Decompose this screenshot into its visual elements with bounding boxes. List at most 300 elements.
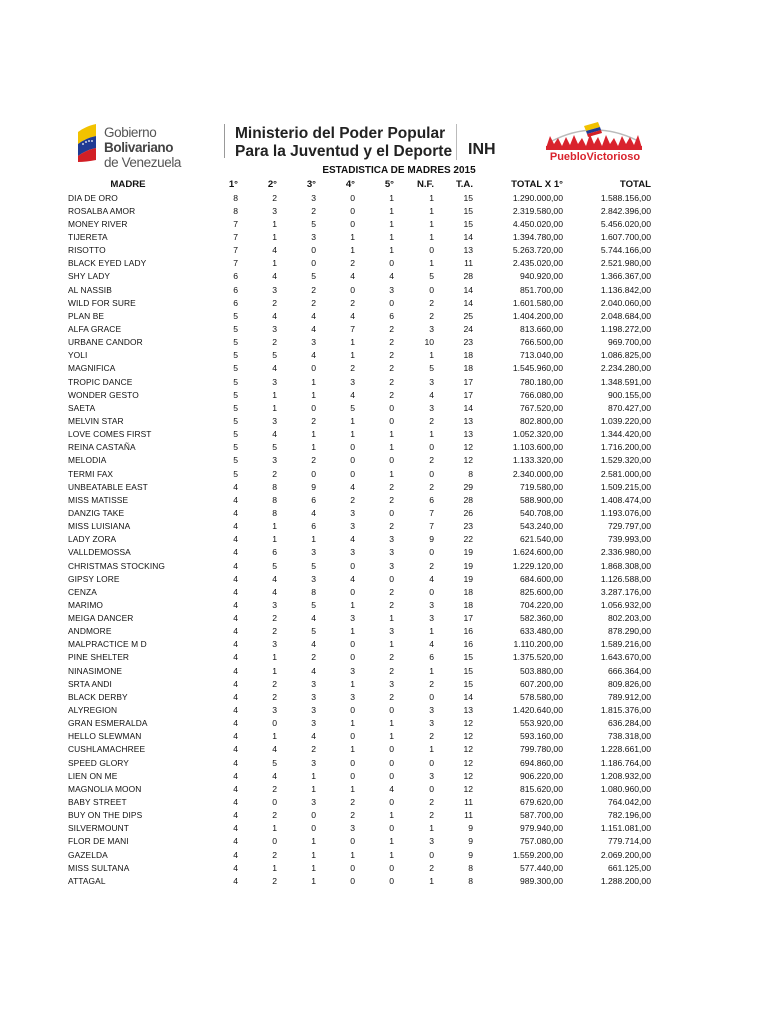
cell-total: 739.993,00 — [607, 534, 651, 545]
cell-first: 4 — [233, 652, 238, 663]
cell-ta: 22 — [463, 534, 473, 545]
cell-ta: 15 — [463, 678, 473, 689]
cell-madre: ALYREGION — [68, 705, 118, 716]
table-row — [68, 230, 651, 243]
cell-second: 1 — [272, 731, 277, 742]
cell-third: 5 — [311, 218, 316, 229]
cell-fifth: 2 — [389, 389, 394, 400]
table-row — [68, 322, 651, 335]
cell-first: 4 — [233, 797, 238, 808]
cell-fifth: 2 — [389, 481, 394, 492]
cell-total-x-first: 1.133.320,00 — [512, 455, 563, 466]
cell-fourth: 0 — [350, 770, 355, 781]
cell-madre: BLACK EYED LADY — [68, 258, 147, 269]
cell-fourth: 1 — [350, 599, 355, 610]
cell-madre: DANZIG TAKE — [68, 507, 125, 518]
cell-total: 2.040.060,00 — [600, 297, 651, 308]
cell-total: 2.069.200,00 — [600, 849, 651, 860]
cell-nf: 2 — [429, 810, 434, 821]
cell-fourth: 0 — [350, 205, 355, 216]
cell-first: 4 — [233, 573, 238, 584]
cell-total-x-first: 593.160,00 — [519, 731, 563, 742]
cell-second: 0 — [272, 797, 277, 808]
cell-first: 4 — [233, 639, 238, 650]
table-body — [68, 191, 651, 887]
cell-total-x-first: 5.263.720,00 — [512, 245, 563, 256]
cell-total: 802.203,00 — [607, 613, 651, 624]
cell-madre: RISOTTO — [68, 245, 106, 256]
table-row — [68, 848, 651, 861]
cell-total: 779.714,00 — [607, 836, 651, 847]
cell-third: 0 — [311, 258, 316, 269]
gov-logo-text-line2: de Venezuela — [104, 155, 182, 170]
cell-total: 782.196,00 — [607, 810, 651, 821]
cell-total-x-first: 2.435.020,00 — [512, 258, 563, 269]
cell-ta: 14 — [463, 284, 473, 295]
cell-total-x-first: 780.180,00 — [519, 376, 563, 387]
cell-first: 5 — [233, 323, 238, 334]
cell-fifth: 0 — [389, 770, 394, 781]
cell-ta: 18 — [463, 350, 473, 361]
table-row — [68, 638, 651, 651]
cell-first: 5 — [233, 363, 238, 374]
table-row — [68, 835, 651, 848]
cell-madre: MARIMO — [68, 599, 104, 610]
cell-fourth: 3 — [350, 613, 355, 624]
table-row — [68, 533, 651, 546]
cell-madre: MALPRACTICE M D — [68, 639, 147, 650]
cell-total: 1.126.588,00 — [600, 573, 651, 584]
gobierno-bolivariano-logo — [74, 120, 224, 170]
cell-total: 1.186.764,00 — [600, 757, 651, 768]
cell-ta: 9 — [468, 849, 473, 860]
cell-fourth: 5 — [350, 402, 355, 413]
cell-total: 870.427,00 — [607, 402, 651, 413]
table-row — [68, 257, 651, 270]
cell-nf: 0 — [429, 442, 434, 453]
cell-madre: MAGNIFICA — [68, 363, 116, 374]
cell-total-x-first: 553.920,00 — [519, 718, 563, 729]
cell-first: 5 — [233, 455, 238, 466]
cell-total-x-first: 1.420.640,00 — [512, 705, 563, 716]
table-row — [68, 336, 651, 349]
gov-logo-text-bold: Bolivariano — [104, 140, 174, 155]
table-row — [68, 598, 651, 611]
cell-second: 3 — [272, 323, 277, 334]
cell-ta: 13 — [463, 415, 473, 426]
cell-nf: 0 — [429, 468, 434, 479]
cell-third: 1 — [311, 389, 316, 400]
cell-total-x-first: 1.404.200,00 — [512, 310, 563, 321]
cell-ta: 18 — [463, 599, 473, 610]
cell-total: 878.290,00 — [607, 626, 651, 637]
cell-second: 2 — [272, 468, 277, 479]
cell-third: 6 — [311, 494, 316, 505]
cell-second: 3 — [272, 705, 277, 716]
cell-third: 2 — [311, 284, 316, 295]
cell-ta: 17 — [463, 613, 473, 624]
cell-third: 1 — [311, 770, 316, 781]
cell-second: 0 — [272, 836, 277, 847]
cell-first: 4 — [233, 862, 238, 873]
table-row — [68, 520, 651, 533]
cell-total: 1.151.081,00 — [600, 823, 651, 834]
cell-first: 4 — [233, 783, 238, 794]
cell-third: 2 — [311, 415, 316, 426]
cell-madre: MONEY RIVER — [68, 218, 128, 229]
cell-second: 5 — [272, 560, 277, 571]
cell-ta: 17 — [463, 389, 473, 400]
table-row — [68, 743, 651, 756]
cell-fourth: 2 — [350, 810, 355, 821]
cell-fourth: 3 — [350, 507, 355, 518]
cell-fifth: 0 — [389, 455, 394, 466]
cell-fourth: 4 — [350, 573, 355, 584]
document-header — [68, 116, 708, 170]
cell-ta: 12 — [463, 770, 473, 781]
cell-fifth: 0 — [389, 573, 394, 584]
cell-third: 5 — [311, 560, 316, 571]
cell-total-x-first: 1.394.780,00 — [512, 231, 563, 242]
cell-nf: 3 — [429, 705, 434, 716]
cell-second: 2 — [272, 192, 277, 203]
cell-nf: 2 — [429, 297, 434, 308]
cell-nf: 0 — [429, 757, 434, 768]
cell-first: 4 — [233, 547, 238, 558]
cell-first: 5 — [233, 429, 238, 440]
pueblo-victorioso-text: PuebloVictorioso — [549, 151, 641, 163]
cell-total-x-first: 906.220,00 — [519, 770, 563, 781]
cell-ta: 12 — [463, 783, 473, 794]
cell-third: 4 — [311, 323, 316, 334]
cell-total-x-first: 989.300,00 — [519, 875, 563, 886]
pueblo-victorioso-logo — [536, 120, 654, 164]
cell-second: 5 — [272, 350, 277, 361]
cell-second: 3 — [272, 205, 277, 216]
cell-first: 5 — [233, 337, 238, 348]
cell-ta: 12 — [463, 744, 473, 755]
cell-madre: LADY ZORA — [68, 534, 117, 545]
cell-fourth: 3 — [350, 521, 355, 532]
cell-second: 8 — [272, 494, 277, 505]
cell-first: 4 — [233, 586, 238, 597]
cell-third: 0 — [311, 810, 316, 821]
table-row — [68, 388, 651, 401]
cell-first: 5 — [233, 415, 238, 426]
cell-first: 4 — [233, 691, 238, 702]
table-row — [68, 480, 651, 493]
cell-fourth: 2 — [350, 297, 355, 308]
cell-ta: 15 — [463, 205, 473, 216]
cell-total: 1.198.272,00 — [600, 323, 651, 334]
cell-ta: 12 — [463, 731, 473, 742]
cell-total-x-first: 4.450.020,00 — [512, 218, 563, 229]
cell-ta: 15 — [463, 652, 473, 663]
cell-first: 4 — [233, 521, 238, 532]
cell-fourth: 4 — [350, 310, 355, 321]
cell-fourth: 0 — [350, 875, 355, 886]
cell-total-x-first: 540.708,00 — [519, 507, 563, 518]
table-row — [68, 559, 651, 572]
cell-fourth: 1 — [350, 744, 355, 755]
table-row — [68, 375, 651, 388]
cell-second: 4 — [272, 271, 277, 282]
cell-fifth: 0 — [389, 402, 394, 413]
cell-first: 4 — [233, 731, 238, 742]
cell-fourth: 1 — [350, 415, 355, 426]
cell-ta: 19 — [463, 573, 473, 584]
cell-fourth: 0 — [350, 560, 355, 571]
cell-total-x-first: 679.620,00 — [519, 797, 563, 808]
cell-second: 1 — [272, 862, 277, 873]
cell-ta: 11 — [464, 810, 473, 821]
cell-fourth: 1 — [350, 849, 355, 860]
cell-fourth: 4 — [350, 271, 355, 282]
cell-third: 2 — [311, 744, 316, 755]
cell-fourth: 1 — [350, 429, 355, 440]
cell-total-x-first: 1.052.320,00 — [512, 429, 563, 440]
cell-madre: WONDER GESTO — [68, 389, 139, 400]
cell-fifth: 0 — [389, 757, 394, 768]
cell-total-x-first: 1.103.600,00 — [512, 442, 563, 453]
cell-nf: 4 — [429, 389, 434, 400]
cell-madre: ANDMORE — [68, 626, 112, 637]
cell-total-x-first: 704.220,00 — [519, 599, 563, 610]
cell-fifth: 1 — [389, 429, 394, 440]
cell-third: 5 — [311, 271, 316, 282]
cell-fifth: 2 — [389, 350, 394, 361]
cell-ta: 12 — [463, 718, 473, 729]
column-header-second: 2° — [267, 178, 277, 190]
cell-fourth: 1 — [350, 245, 355, 256]
cell-total: 1.344.420,00 — [600, 429, 651, 440]
cell-third: 5 — [311, 626, 316, 637]
cell-fifth: 2 — [389, 586, 394, 597]
cell-first: 4 — [233, 705, 238, 716]
cell-ta: 8 — [468, 862, 473, 873]
cell-ta: 28 — [463, 271, 473, 282]
cell-total: 1.039.220,00 — [600, 415, 651, 426]
cell-first: 4 — [233, 494, 238, 505]
cell-second: 6 — [272, 547, 277, 558]
cell-fifth: 0 — [389, 415, 394, 426]
table-row — [68, 795, 651, 808]
cell-third: 9 — [311, 481, 316, 492]
cell-total-x-first: 1.559.200,00 — [512, 849, 563, 860]
cell-ta: 13 — [463, 245, 473, 256]
cell-second: 2 — [272, 783, 277, 794]
cell-first: 8 — [233, 192, 238, 203]
cell-total-x-first: 1.110.200,00 — [513, 639, 563, 650]
cell-total: 1.529.320,00 — [600, 455, 651, 466]
cell-total: 969.700,00 — [607, 337, 651, 348]
cell-madre: SRTA ANDI — [68, 678, 112, 689]
cell-ta: 11 — [464, 797, 473, 808]
cell-third: 1 — [311, 534, 316, 545]
cell-total: 1.288.200,00 — [600, 875, 651, 886]
table-row — [68, 861, 651, 874]
table-row — [68, 546, 651, 559]
cell-first: 4 — [233, 507, 238, 518]
cell-nf: 7 — [429, 521, 434, 532]
cell-madre: GAZELDA — [68, 849, 108, 860]
cell-total: 1.815.376,00 — [600, 705, 651, 716]
cell-second: 8 — [272, 507, 277, 518]
cell-ta: 12 — [463, 455, 473, 466]
cell-madre: GRAN ESMERALDA — [68, 718, 148, 729]
cell-fifth: 2 — [389, 494, 394, 505]
table-row — [68, 217, 651, 230]
cell-fourth: 0 — [350, 639, 355, 650]
statistics-table — [68, 177, 651, 887]
cell-third: 1 — [311, 442, 316, 453]
cell-ta: 25 — [463, 310, 473, 321]
cell-first: 5 — [233, 389, 238, 400]
cell-total: 3.287.176,00 — [600, 586, 651, 597]
cell-fifth: 2 — [389, 599, 394, 610]
cell-third: 1 — [311, 875, 316, 886]
cell-madre: MEIGA DANCER — [68, 613, 134, 624]
cell-nf: 4 — [429, 639, 434, 650]
cell-total: 738.318,00 — [607, 731, 651, 742]
cell-total: 636.284,00 — [607, 718, 651, 729]
cell-total: 1.868.308,00 — [600, 560, 651, 571]
cell-fourth: 1 — [350, 626, 355, 637]
table-row — [68, 730, 651, 743]
cell-fourth: 1 — [350, 350, 355, 361]
column-header-madre: MADRE — [110, 178, 146, 190]
table-row — [68, 717, 651, 730]
cell-fourth: 2 — [350, 258, 355, 269]
table-row — [68, 191, 651, 204]
cell-second: 4 — [272, 310, 277, 321]
table-row — [68, 414, 651, 427]
cell-second: 3 — [272, 415, 277, 426]
cell-total: 5.456.020,00 — [600, 218, 651, 229]
cell-fifth: 6 — [389, 310, 394, 321]
cell-third: 3 — [311, 757, 316, 768]
cell-total: 1.208.932,00 — [600, 770, 651, 781]
cell-madre: TERMI FAX — [68, 468, 114, 479]
cell-third: 0 — [311, 245, 316, 256]
cell-madre: CUSHLAMACHREE — [68, 744, 146, 755]
cell-nf: 3 — [429, 376, 434, 387]
cell-fourth: 3 — [350, 547, 355, 558]
cell-first: 4 — [233, 823, 238, 834]
cell-total-x-first: 587.700,00 — [519, 810, 563, 821]
cell-total-x-first: 766.080,00 — [519, 389, 563, 400]
cell-first: 4 — [233, 757, 238, 768]
table-row — [68, 283, 651, 296]
table-row — [68, 572, 651, 585]
cell-ta: 16 — [463, 626, 473, 637]
table-header-row — [68, 177, 651, 191]
cell-fourth: 3 — [350, 376, 355, 387]
table-row — [68, 296, 651, 309]
cell-third: 1 — [311, 376, 316, 387]
cell-third: 5 — [311, 599, 316, 610]
cell-first: 4 — [233, 626, 238, 637]
cell-fourth: 1 — [350, 678, 355, 689]
cell-madre: VALLDEMOSSA — [68, 547, 131, 558]
cell-fourth: 0 — [350, 862, 355, 873]
cell-total-x-first: 694.860,00 — [519, 757, 563, 768]
cell-third: 2 — [311, 455, 316, 466]
cell-second: 2 — [272, 875, 277, 886]
column-header-fifth: 5° — [384, 178, 394, 190]
cell-madre: LIEN ON ME — [68, 770, 118, 781]
cell-fourth: 4 — [350, 389, 355, 400]
cell-first: 5 — [233, 442, 238, 453]
table-row — [68, 703, 651, 716]
cell-fifth: 1 — [389, 442, 394, 453]
cell-nf: 1 — [429, 665, 434, 676]
cell-ta: 8 — [468, 468, 473, 479]
cell-fifth: 1 — [389, 810, 394, 821]
column-header-nf: N.F. — [416, 178, 434, 190]
cell-second: 1 — [272, 534, 277, 545]
cell-first: 8 — [233, 205, 238, 216]
cell-second: 2 — [272, 691, 277, 702]
column-header-first: 1° — [228, 178, 238, 190]
cell-fifth: 3 — [389, 534, 394, 545]
cell-madre: BLACK DERBY — [68, 691, 128, 702]
column-header-total: TOTAL — [619, 178, 651, 190]
cell-total: 2.234.280,00 — [600, 363, 651, 374]
cell-madre: AL NASSIB — [68, 284, 112, 295]
cell-nf: 6 — [429, 652, 434, 663]
cell-madre: ATTAGAL — [68, 875, 106, 886]
cell-total: 2.048.684,00 — [600, 310, 651, 321]
cell-fifth: 1 — [389, 731, 394, 742]
cell-ta: 23 — [463, 337, 473, 348]
cell-first: 5 — [233, 310, 238, 321]
cell-total-x-first: 1.601.580,00 — [512, 297, 563, 308]
cell-ta: 12 — [463, 442, 473, 453]
cell-second: 2 — [272, 626, 277, 637]
cell-second: 2 — [272, 678, 277, 689]
cell-total: 1.080.960,00 — [600, 783, 651, 794]
cell-first: 4 — [233, 613, 238, 624]
cell-nf: 2 — [429, 415, 434, 426]
cell-total: 1.056.932,00 — [600, 599, 651, 610]
cell-third: 2 — [311, 297, 316, 308]
cell-ta: 23 — [463, 521, 473, 532]
cell-total: 1.408.474,00 — [600, 494, 651, 505]
table-row — [68, 454, 651, 467]
cell-second: 1 — [272, 521, 277, 532]
cell-nf: 3 — [429, 599, 434, 610]
venezuela-flag-icon — [74, 122, 100, 162]
cell-nf: 1 — [429, 218, 434, 229]
cell-fifth: 0 — [389, 507, 394, 518]
cell-total-x-first: 1.624.600,00 — [512, 547, 563, 558]
cell-nf: 1 — [429, 258, 434, 269]
cell-second: 2 — [272, 810, 277, 821]
cell-second: 2 — [272, 849, 277, 860]
cell-second: 5 — [272, 442, 277, 453]
cell-second: 1 — [272, 258, 277, 269]
cell-total-x-first: 2.340.000,00 — [512, 468, 563, 479]
cell-ta: 8 — [468, 875, 473, 886]
cell-fourth: 0 — [350, 652, 355, 663]
cell-ta: 14 — [463, 402, 473, 413]
cell-nf: 0 — [429, 783, 434, 794]
cell-fifth: 4 — [389, 783, 394, 794]
cell-madre: BABY STREET — [68, 797, 127, 808]
table-row — [68, 585, 651, 598]
cell-total-x-first: 825.600,00 — [519, 586, 563, 597]
